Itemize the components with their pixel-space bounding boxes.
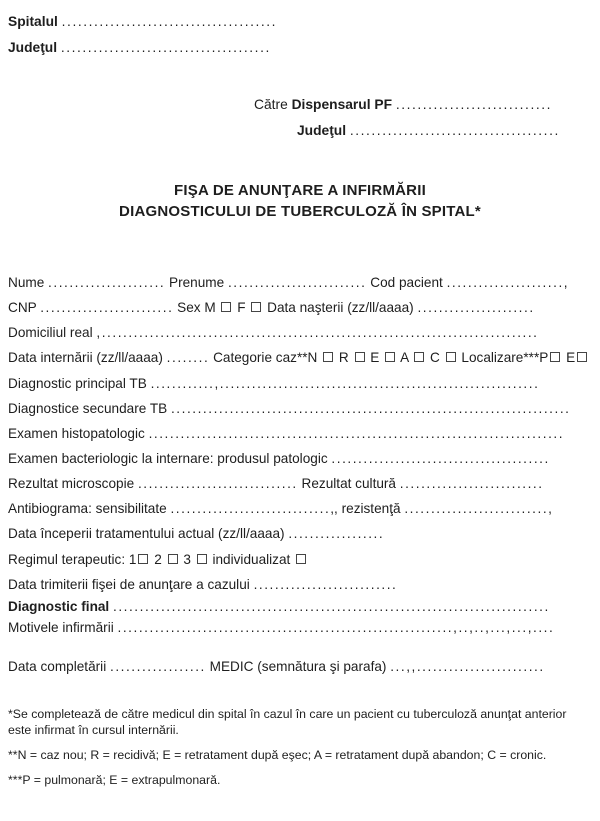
field-nume-prenume-cod: [8, 270, 590, 295]
field-examen-bacteriologic: [8, 446, 590, 471]
rezultat-cultura-label: Rezultat cultură: [297, 476, 400, 492]
checkbox-sex-m: [221, 302, 231, 312]
antibiograma-sensibilitate-label: Antibiograma: sensibilitate: [8, 501, 171, 517]
medic-semnatura-label: MEDIC (semnătura şi parafa): [205, 659, 391, 675]
cnp-fill: .........................: [40, 300, 174, 316]
judetul-line: [8, 35, 590, 61]
checkbox-regim-3: [197, 554, 207, 564]
categorie-r-label: R: [335, 350, 353, 366]
data-completarii-fill: ..................: [110, 659, 206, 675]
catre-judetul-label: Judeţul: [297, 123, 350, 138]
checkbox-categorie-c: [446, 352, 456, 362]
footnote-categorie-caz: **N = caz nou; R = recidivă; E = retratament după eşec; A = retratament după abandon; C = cronic.: [8, 748, 547, 762]
field-cnp-sex-data-nasterii: [8, 295, 590, 320]
field-data-inceperii-tratamentului: [8, 521, 590, 546]
field-motivele-infirmarii: [8, 617, 590, 642]
header-left: [8, 9, 590, 61]
sex-f-label: F: [233, 300, 250, 316]
domiciliul-real-label: Domiciliul real: [8, 325, 97, 341]
checkbox-categorie-r: [355, 352, 365, 362]
checkbox-regim-2: [168, 554, 178, 564]
checkbox-localizare-e: [577, 352, 587, 362]
examen-bacteriologic-fill: .........................................: [331, 450, 550, 466]
form-title-line2: DIAGNOSTICULUI DE TUBERCULOZĂ ÎN SPITAL*: [119, 202, 481, 220]
field-diagnostic-final: [8, 597, 590, 618]
cod-pacient-fill: ......................,: [446, 275, 570, 290]
data-nasterii-fill: ......................: [417, 300, 535, 316]
nume-fill: ......................: [48, 275, 166, 290]
checkbox-categorie-n: [323, 352, 333, 362]
form-title: [0, 181, 600, 222]
localizare-e-label: E: [562, 350, 576, 366]
cod-pacient-label: Cod pacient: [366, 275, 447, 290]
examen-histopatologic-label: Examen histopatologic: [8, 425, 149, 441]
judetul-fill: .......................................: [60, 40, 271, 55]
checkbox-categorie-e: [385, 352, 395, 362]
regim-2-label: 2: [150, 551, 166, 567]
data-inceperii-fill: ..................: [288, 526, 385, 542]
antibiograma-rezistenta-label: ,, rezistenţă: [330, 501, 405, 517]
dispensarul-pf-label: Dispensarul PF: [291, 97, 396, 112]
domiciliul-real-fill: ,..................................................................................: [96, 325, 539, 341]
form-fields: [8, 270, 590, 679]
data-internarii-label: Data internării (zz/ll/aaaa): [8, 350, 167, 366]
field-data-internarii-categorie-localizare: [8, 345, 590, 370]
examen-histopatologic-fill: ..............................................................................: [148, 425, 565, 441]
spitalul-line: [8, 9, 590, 35]
diagnostic-final-fill: ..................................................................................: [113, 598, 550, 614]
checkbox-sex-f: [251, 302, 261, 312]
regimul-terapeutic-label: Regimul terapeutic: 1: [8, 551, 137, 567]
prenume-label: Prenume: [165, 275, 228, 290]
examen-bacteriologic-label: Examen bacteriologic la internare: produsul patologic: [8, 450, 332, 466]
antibiograma-rezistenta-fill: ...........................,: [404, 501, 554, 517]
cnp-label: CNP: [8, 300, 41, 316]
categorie-a-label: A: [397, 350, 413, 366]
diagnostice-secundare-fill: ...........................................................................: [170, 400, 571, 416]
form-title-line1: FIŞA DE ANUNŢARE A INFIRMĂRII: [174, 182, 426, 199]
nume-label: Nume: [8, 275, 49, 290]
catre-label: Către: [254, 97, 292, 112]
data-inceperii-label: Data începerii tratamentului actual (zz/ll/aaaa): [8, 526, 289, 542]
data-completarii-label: Data completării: [8, 659, 110, 675]
catre-dispensarul-line: [0, 92, 588, 118]
categorie-c-label: C: [426, 350, 444, 366]
data-nasterii-label: Data naşterii (zz/ll/aaaa): [263, 300, 418, 316]
field-diagnostic-principal-tb: [8, 371, 590, 396]
sex-m-label: Sex M: [173, 300, 220, 316]
rezultat-cultura-fill: ...........................: [399, 476, 544, 492]
catre-judetul-fill: .......................................: [349, 123, 560, 138]
checkbox-categorie-a: [414, 352, 424, 362]
data-internarii-fill: ........: [166, 350, 210, 366]
spitalul-label: Spitalul: [8, 14, 62, 29]
categorie-caz-label: Categorie caz**N: [209, 350, 322, 366]
diagnostice-secundare-label: Diagnostice secundare TB: [8, 400, 171, 416]
field-examen-histopatologic: [8, 421, 590, 446]
checkbox-localizare-p: [550, 352, 560, 362]
regim-3-label: 3: [179, 551, 195, 567]
medic-semnatura-fill: ...,,........................: [390, 659, 545, 675]
data-trimiterii-label: Data trimiterii fişei de anunţare a cazului: [8, 576, 254, 592]
rezultat-microscopie-fill: ..............................: [137, 476, 298, 492]
checkbox-regim-1: [138, 554, 148, 564]
field-data-completarii-medic: [8, 654, 590, 679]
regim-individualizat-label: individualizat: [208, 551, 295, 567]
data-trimiterii-fill: ...........................: [253, 576, 398, 592]
addressee-block: [0, 92, 588, 144]
field-domiciliul-real: [8, 320, 590, 345]
judetul-label: Judeţul: [8, 40, 61, 55]
rezultat-microscopie-label: Rezultat microscopie: [8, 476, 138, 492]
field-data-trimiterii-fisei: [8, 572, 590, 597]
checkbox-regim-individualizat: [296, 554, 306, 564]
prenume-fill: ..........................: [227, 275, 367, 290]
catre-judetul-line: [0, 118, 588, 144]
motivele-infirmarii-fill: ...............................................................,..,..,...,...,....: [117, 620, 555, 636]
localizare-p-label: Localizare***P: [457, 350, 549, 366]
spitalul-fill: ........................................: [61, 14, 278, 29]
diagnostic-principal-fill: ............,............................................................: [150, 375, 540, 391]
field-diagnostice-secundare-tb: [8, 396, 590, 421]
field-antibiograma: [8, 496, 590, 521]
diagnostic-principal-label: Diagnostic principal TB: [8, 375, 151, 391]
categorie-e-label: E: [366, 350, 384, 366]
field-rezultat-microscopie-cultura: [8, 471, 590, 496]
motivele-infirmarii-label: Motivele infirmării: [8, 620, 118, 636]
dispensarul-pf-fill: .............................: [395, 97, 552, 112]
footnote-asterisk: *Se completează de către medicul din spital în cazul în care un pacient cu tuberculoză anunţat anterior este infirmat în cursul internării.: [8, 707, 567, 737]
field-regimul-terapeutic: [8, 547, 590, 572]
diagnostic-final-label: Diagnostic final: [8, 598, 113, 614]
footnotes: [8, 706, 592, 788]
antibiograma-sensibilitate-fill: ..............................: [170, 501, 331, 517]
footnote-localizare: ***P = pulmonară; E = extrapulmonară.: [8, 773, 221, 787]
